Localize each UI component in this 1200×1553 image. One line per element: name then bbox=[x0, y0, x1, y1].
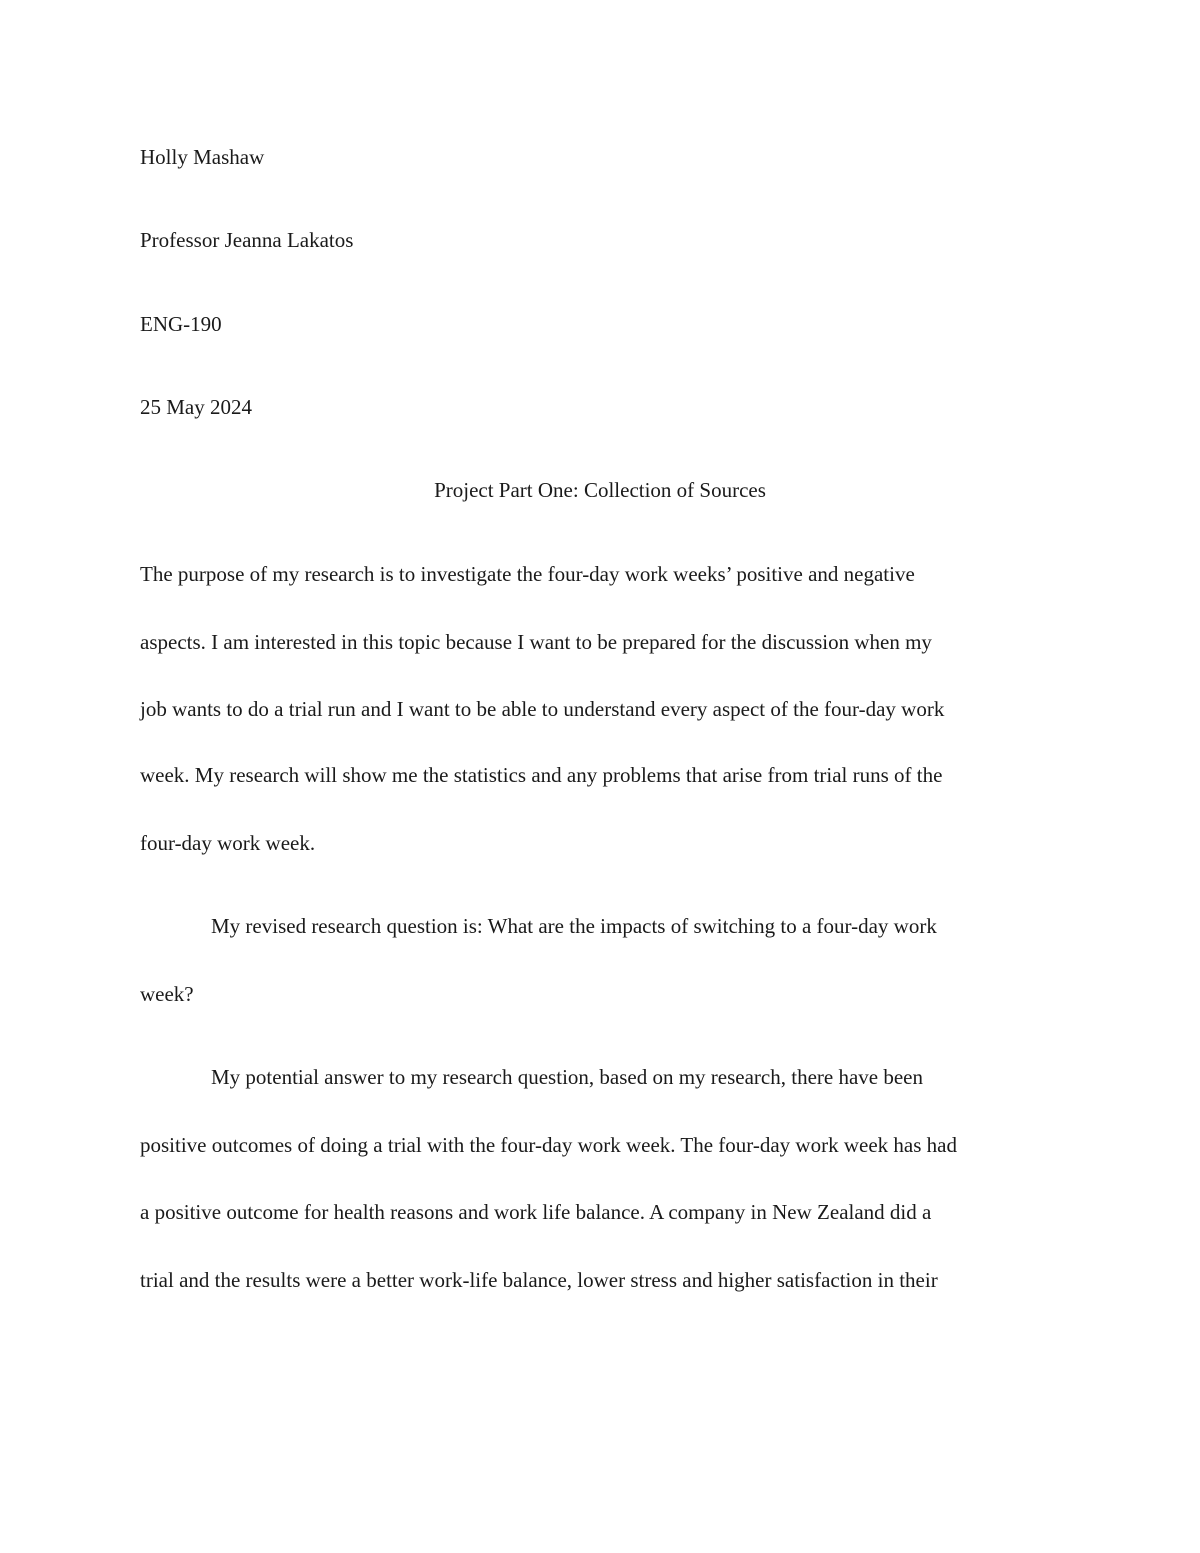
text-line: trial and the results were a better work-life balance, lower stress and higher satisfaction in their bbox=[140, 1268, 938, 1292]
author-name: Holly Mashaw bbox=[140, 145, 265, 169]
text-line: job wants to do a trial run and I want to be able to understand every aspect of the four-day work bbox=[140, 697, 945, 721]
text-line: four-day work week. bbox=[140, 831, 316, 855]
text-line: The purpose of my research is to investigate the four-day work weeks’ positive and negative bbox=[140, 562, 915, 586]
text-line: a positive outcome for health reasons and work life balance. A company in New Zealand did a bbox=[140, 1200, 932, 1224]
document-title: Project Part One: Collection of Sources bbox=[434, 478, 766, 502]
instructor-name: Professor Jeanna Lakatos bbox=[140, 228, 354, 252]
text-line: week? bbox=[140, 982, 194, 1006]
text-line: My potential answer to my research question, based on my research, there have been bbox=[211, 1065, 923, 1089]
course-code: ENG-190 bbox=[140, 312, 222, 336]
document-date: 25 May 2024 bbox=[140, 395, 252, 419]
text-line: aspects. I am interested in this topic because I want to be prepared for the discussion when my bbox=[140, 630, 932, 654]
text-line: positive outcomes of doing a trial with the four-day work week. The four-day work week has had bbox=[140, 1133, 957, 1157]
text-line: week. My research will show me the statistics and any problems that arise from trial runs of the bbox=[140, 763, 943, 787]
text-line: My revised research question is: What are the impacts of switching to a four-day work bbox=[211, 914, 937, 938]
